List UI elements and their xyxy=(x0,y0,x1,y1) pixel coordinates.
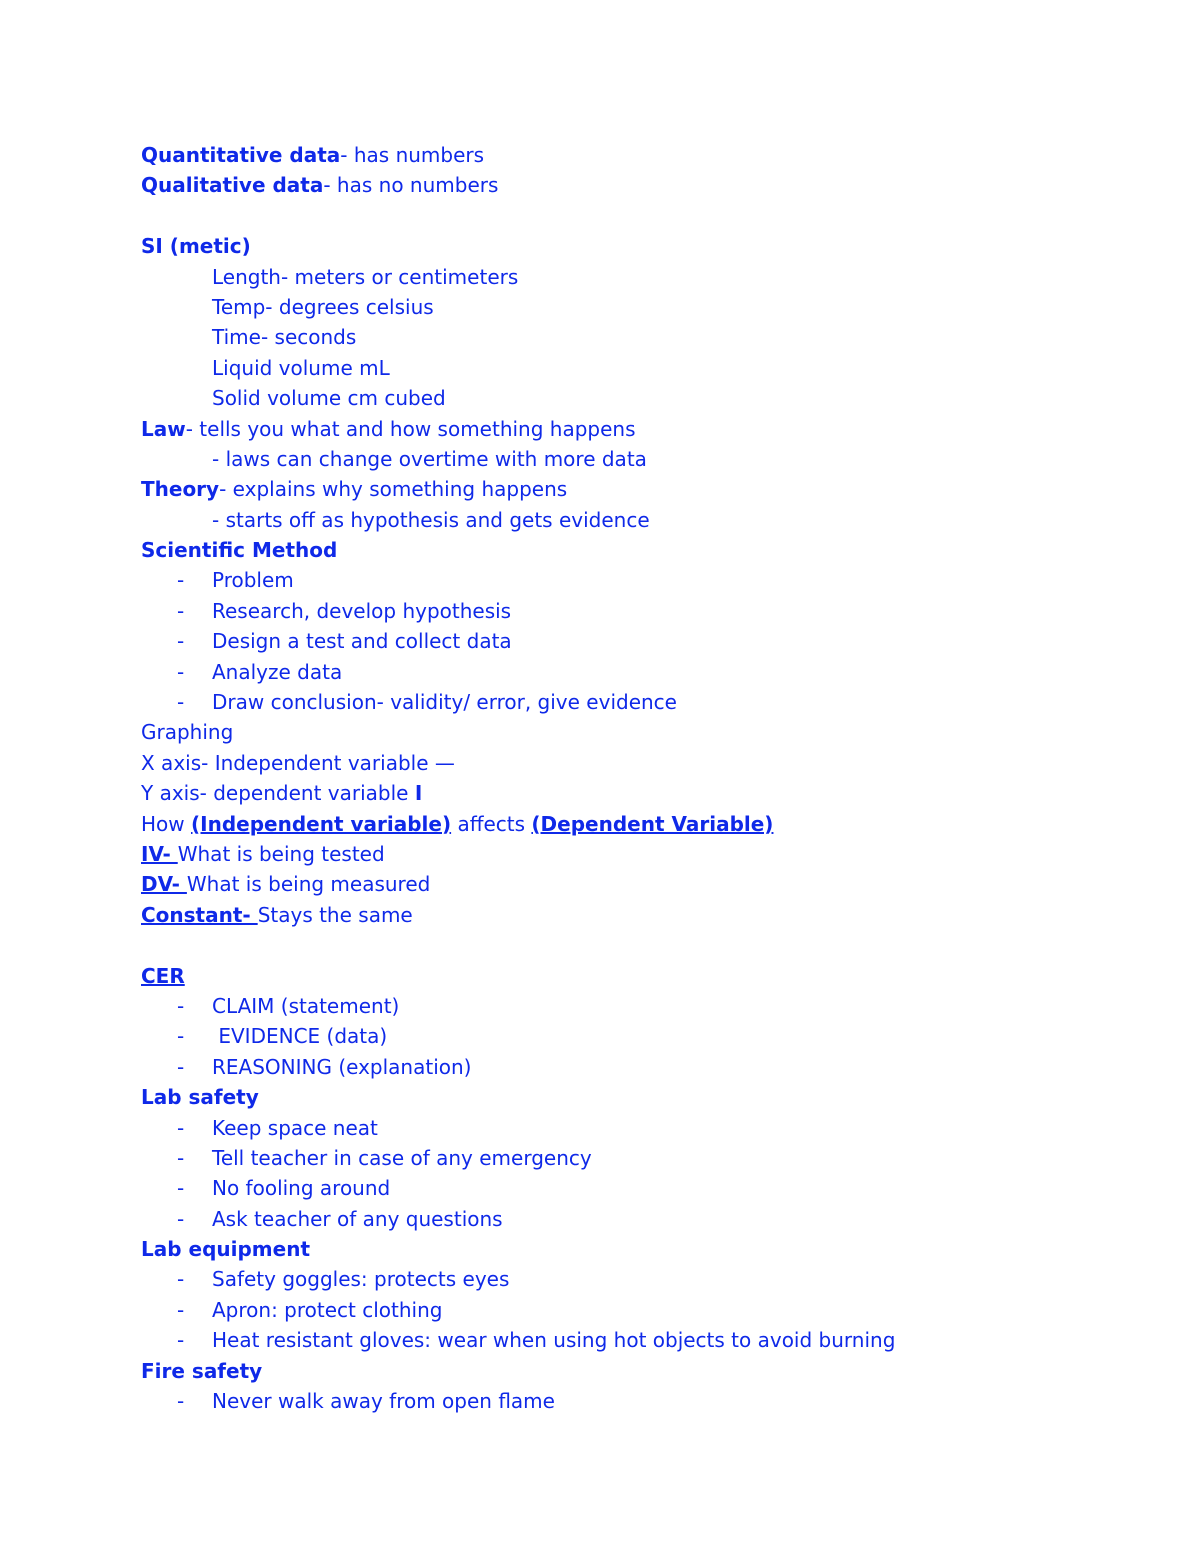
cer-heading-line xyxy=(141,961,1141,991)
theory-text: - explains why something happens xyxy=(219,477,568,502)
list-item xyxy=(141,1325,1141,1355)
notes-body xyxy=(141,140,1141,1416)
bullet-dash: - xyxy=(177,568,185,593)
bullet-dash: - xyxy=(177,1328,185,1353)
scientific-method-heading: Scientific Method xyxy=(141,538,338,563)
list-item-text: Heat resistant gloves: wear when using hot objects to avoid burning xyxy=(212,1328,896,1353)
lab-safety-heading: Lab safety xyxy=(141,1085,259,1110)
definition-term: Qualitative data xyxy=(141,173,324,198)
bullet-dash: - xyxy=(177,1024,185,1049)
blank-line xyxy=(141,201,1141,231)
definition-text: - has numbers xyxy=(340,143,485,167)
si-item: Liquid volume mL xyxy=(212,355,390,380)
constant-term: Constant- xyxy=(141,902,258,927)
list-item-text: Safety goggles: protects eyes xyxy=(212,1267,510,1292)
list-item xyxy=(141,1204,1141,1234)
law-term: Law xyxy=(141,416,186,441)
how-line xyxy=(141,809,1141,839)
iv-phrase: (Independent variable) xyxy=(191,811,452,836)
list-item xyxy=(141,596,1141,626)
cer-heading: CER xyxy=(141,963,185,988)
affects-word: affects xyxy=(451,811,532,836)
list-item xyxy=(141,1173,1141,1203)
bullet-dash: - xyxy=(177,598,185,623)
iv-term: IV- xyxy=(141,841,178,866)
list-item-text: Research, develop hypothesis xyxy=(212,598,512,623)
si-item: Solid volume cm cubed xyxy=(212,386,446,411)
list-item xyxy=(141,991,1141,1021)
y-axis-text: Y axis- dependent variable xyxy=(141,781,415,806)
constant-line xyxy=(141,900,1141,930)
bullet-dash: - xyxy=(177,1115,185,1140)
theory-term: Theory xyxy=(141,477,220,502)
list-item xyxy=(141,1021,1141,1051)
list-item xyxy=(141,1264,1141,1294)
list-item-text: CLAIM (statement) xyxy=(212,993,400,1018)
theory-line xyxy=(141,474,1141,504)
list-item-text: No fooling around xyxy=(212,1176,391,1201)
vertical-bar-mark: I xyxy=(414,781,423,806)
iv-line xyxy=(141,839,1141,869)
list-item-text: Never walk away from open flame xyxy=(212,1389,555,1414)
bullet-dash: - xyxy=(177,690,185,715)
list-item-text: Design a test and collect data xyxy=(212,629,512,654)
list-item-text: Draw conclusion- validity/ error, give evidence xyxy=(212,690,677,715)
list-item-text: Tell teacher in case of any emergency xyxy=(212,1145,592,1170)
bullet-dash: - xyxy=(177,1054,185,1079)
list-item-text: Apron: protect clothing xyxy=(212,1297,443,1322)
list-item xyxy=(141,1113,1141,1143)
bullet-dash: - xyxy=(177,629,185,654)
law-line xyxy=(141,414,1141,444)
lab-equipment-heading: Lab equipment xyxy=(141,1237,311,1262)
list-item xyxy=(141,626,1141,656)
theory-subnote: - starts off as hypothesis and gets evidence xyxy=(212,507,650,532)
list-item xyxy=(141,1143,1141,1173)
definition-term: Quantitative data xyxy=(141,143,341,167)
list-item-text: Problem xyxy=(212,568,294,593)
dv-line xyxy=(141,869,1141,899)
x-axis-line: X axis- Independent variable — xyxy=(141,750,455,775)
definition-line xyxy=(141,170,1141,200)
list-item xyxy=(141,565,1141,595)
bullet-dash: - xyxy=(177,1176,185,1201)
si-heading: SI (metic) xyxy=(141,234,251,259)
list-item xyxy=(141,1052,1141,1082)
bullet-dash: - xyxy=(177,1297,185,1322)
bullet-dash: - xyxy=(177,1389,185,1414)
list-item-text: REASONING (explanation) xyxy=(212,1054,472,1079)
definition-line xyxy=(141,140,1141,170)
list-item-text: EVIDENCE (data) xyxy=(212,1024,388,1049)
si-item: Length- meters or centimeters xyxy=(212,264,519,289)
iv-text: What is being tested xyxy=(177,841,385,866)
list-item-text: Keep space neat xyxy=(212,1115,378,1140)
bullet-dash: - xyxy=(177,993,185,1018)
constant-text: Stays the same xyxy=(257,902,413,927)
blank-line xyxy=(141,930,1141,960)
bullet-dash: - xyxy=(177,1267,185,1292)
y-axis-line xyxy=(141,778,1141,808)
list-item-text: Ask teacher of any questions xyxy=(212,1206,503,1231)
law-subnote: - laws can change overtime with more data xyxy=(212,446,647,471)
fire-safety-heading: Fire safety xyxy=(141,1358,263,1383)
graphing-heading: Graphing xyxy=(141,720,234,745)
law-text: - tells you what and how something happens xyxy=(185,416,636,441)
si-item: Temp- degrees celsius xyxy=(212,294,434,319)
definition-text: - has no numbers xyxy=(323,173,499,198)
bullet-dash: - xyxy=(177,1145,185,1170)
si-item: Time- seconds xyxy=(212,325,357,350)
dv-term: DV- xyxy=(141,872,187,897)
bullet-dash: - xyxy=(177,1206,185,1231)
list-item-text: Analyze data xyxy=(212,659,343,684)
list-item xyxy=(141,657,1141,687)
bullet-dash: - xyxy=(177,659,185,684)
dv-text: What is being measured xyxy=(186,872,431,897)
list-item xyxy=(141,1386,1141,1416)
how-word: How xyxy=(141,811,191,836)
dv-phrase: (Dependent Variable) xyxy=(531,811,774,836)
list-item xyxy=(141,1295,1141,1325)
list-item xyxy=(141,687,1141,717)
